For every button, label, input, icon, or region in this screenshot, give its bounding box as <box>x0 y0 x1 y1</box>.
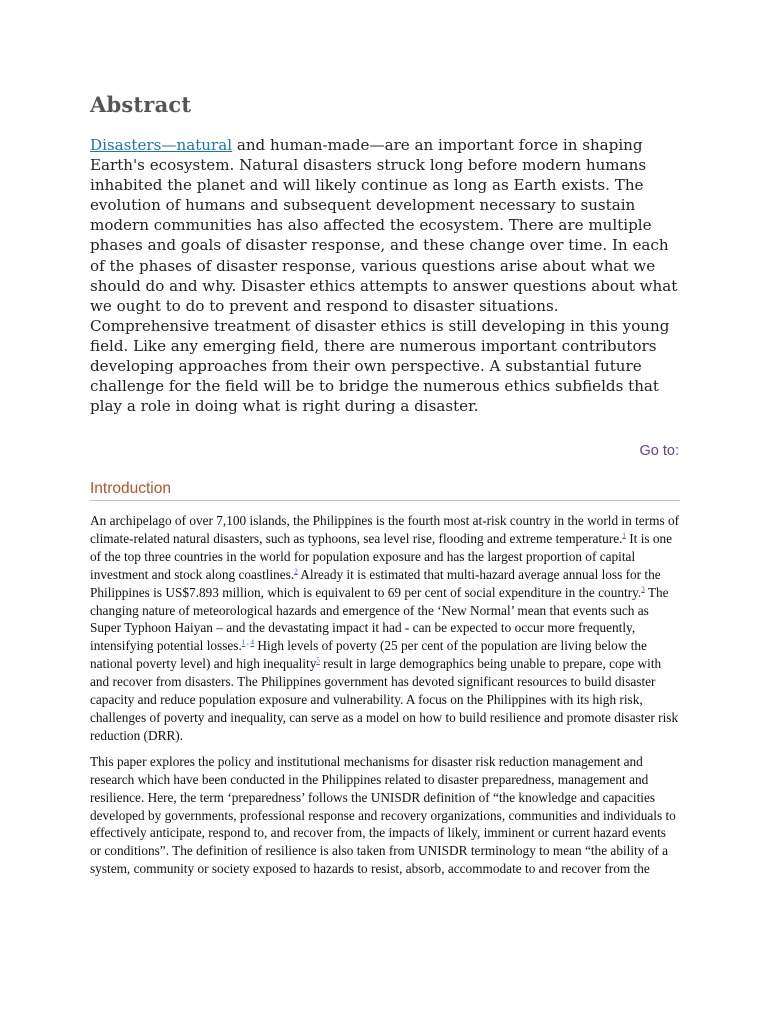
footnote-link-1[interactable]: 1 <box>622 531 626 540</box>
introduction-paragraph-1 <box>90 512 680 745</box>
footnote-link-5[interactable]: 5 <box>316 656 320 665</box>
disasters-natural-link[interactable]: Disasters—natural <box>90 136 233 154</box>
footnote-link-2[interactable]: 2 <box>294 567 298 576</box>
abstract-text: and human-made—are an important force in shaping Earth's ecosystem. Natural disasters struck long before modern humans inhabited the planet and will likely continue as long as Earth exists. The evolution of humans and subsequent development necessary to sustain modern communities has also affected the ecosystem. There are multiple phases and goals of disaster response, and these change over time. In each of the phases of disaster response, various questions arise about what we should do and why. Disaster ethics attempts to answer questions about what we ought to do to prevent and respond to disaster situations. Comprehensive treatment of disaster ethics is still developing in this young field. Like any emerging field, there are numerous important contributors developing approaches from their own perspective. A substantial future challenge for the field will be to bridge the numerous ethics subfields that play a role in doing what is right during a disaster. <box>90 136 678 416</box>
intro-text: High levels of poverty (25 per cent of the population are living below the national poverty level) and high inequality <box>90 638 647 672</box>
footnote-separator: , <box>245 638 251 647</box>
goto-link[interactable]: Go to: <box>639 443 679 459</box>
footnote-ref <box>242 639 254 647</box>
introduction-paragraph-2: This paper explores the policy and institutional mechanisms for disaster risk reduction management and research which have been conducted in the Philippines related to disaster preparedness, management and resilience. Here, the term ‘preparedness’ follows the UNISDR definition of “the knowledge and capacities developed by governments, professional response and recovery organizations, communities and individuals to effectively anticipate, respond to, and recover from, the impacts of likely, imminent or current hazard events or conditions”. The definition of resilience is also taken from UNISDR terminology to mean “the ability of a system, community or society exposed to hazards to resist, absorb, accommodate to and recover from the <box>90 753 676 877</box>
intro-text: It is one of the top three countries in the world for population exposure and has the largest proportion of capital investment and stock along coastlines. <box>90 530 673 582</box>
abstract-paragraph <box>90 135 680 416</box>
footnote-link-3[interactable]: 3 <box>641 585 645 594</box>
intro-text: The changing nature of meteorological hazards and emergence of the ‘New Normal’ mean that events such as Super Typhoon Haiyan – and the devastating impact it had - can be expected to occur more frequently, intensifying potential losses. <box>90 584 669 654</box>
intro-text: An archipelago of over 7,100 islands, the Philippines is the fourth most at-risk country in the world in terms of climate-related natural disasters, such as typhoons, sea level rise, flooding and extreme temperature. <box>90 513 680 546</box>
intro-text: Already it is estimated that multi-hazard average annual loss for the Philippines is US$7.893 million, which is equivalent to 69 per cent of social expenditure in the country. <box>90 566 661 600</box>
introduction-body <box>90 512 680 886</box>
introduction-heading: Introduction <box>90 480 680 501</box>
footnote-link-4[interactable]: 4 <box>250 638 255 647</box>
footnote-link-1b[interactable]: 1 <box>241 638 246 647</box>
intro-text: result in large demographics being unable to prepare, cope with and recover from disasters. The Philippines government has devoted significant resources to build disaster capacity and reduce population exposure and vulnerability. A focus on the Philippines with its high risk, challenges of poverty and inequality, can serve as a model on how to build resilience and promote disaster risk reduction (DRR). <box>90 656 679 743</box>
abstract-heading: Abstract <box>90 92 192 117</box>
